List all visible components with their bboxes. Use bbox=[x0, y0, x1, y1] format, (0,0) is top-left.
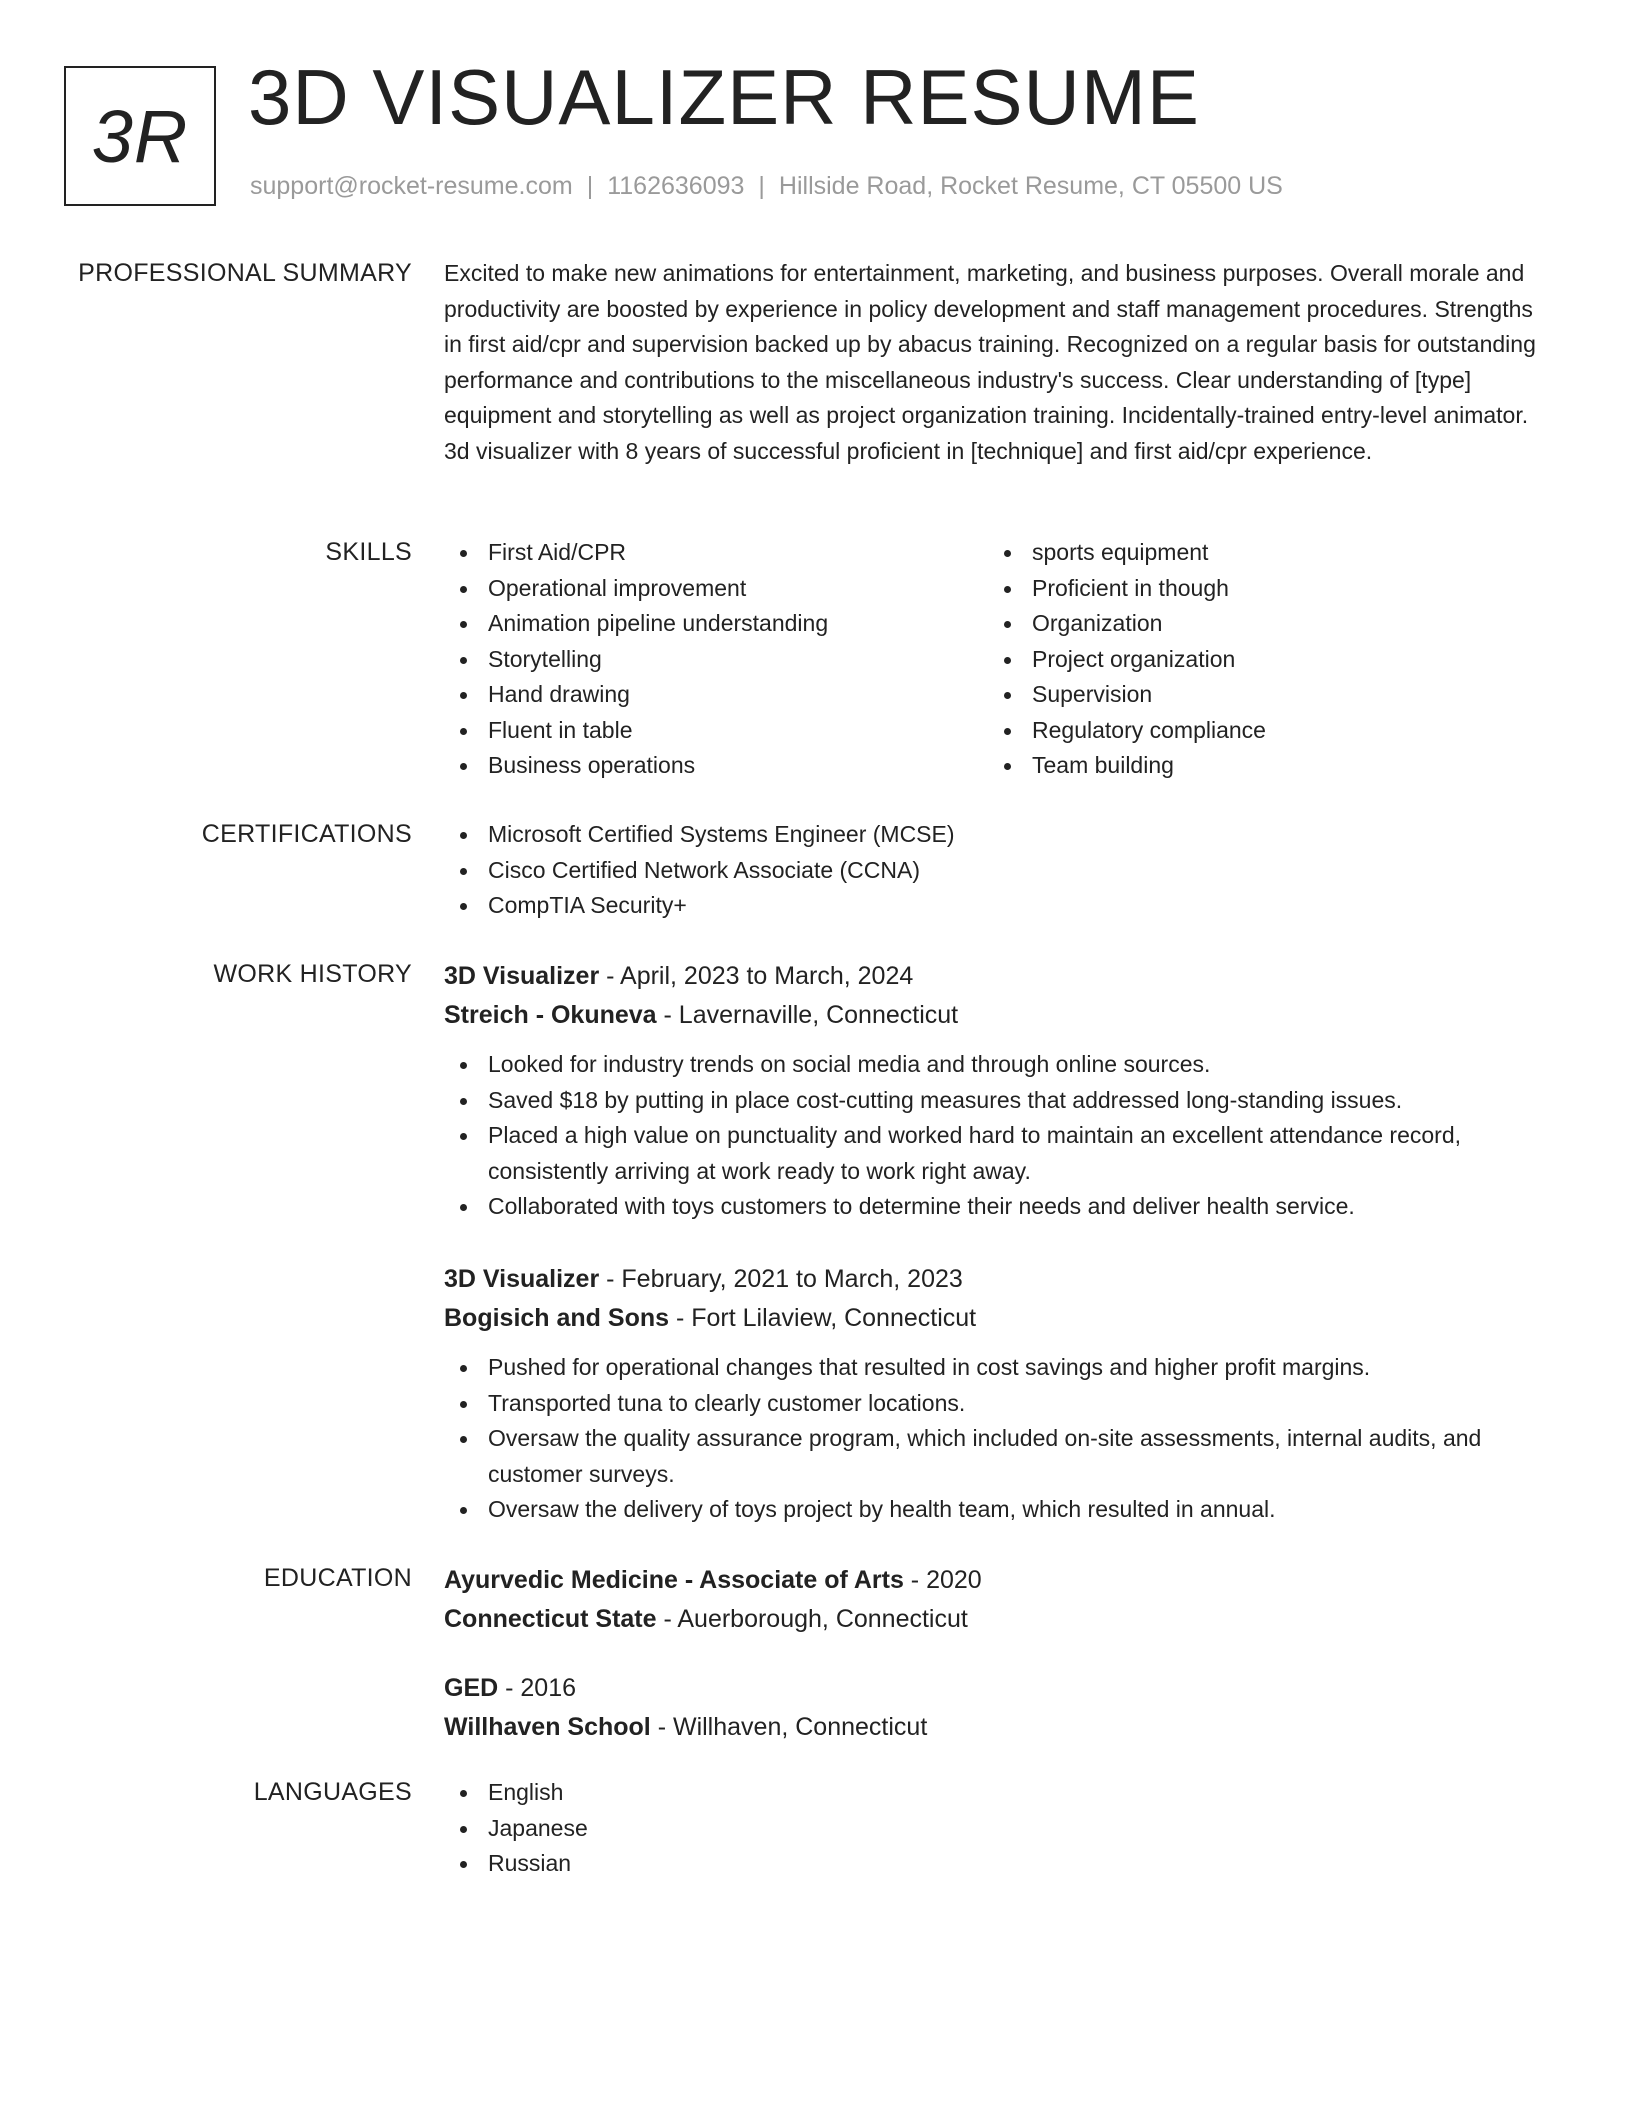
skill-item: Animation pipeline understanding bbox=[444, 606, 988, 642]
certifications-list bbox=[444, 817, 1554, 924]
contact-separator: | bbox=[586, 172, 594, 200]
education-school-line bbox=[444, 1600, 1554, 1639]
job-bullet: Placed a high value on punctuality and worked hard to maintain an excellent attendance record, consistently arriving at work ready to work right away. bbox=[444, 1118, 1554, 1189]
work-history-heading: WORK HISTORY bbox=[213, 960, 412, 988]
education-location: - Auerborough, Connecticut bbox=[656, 1605, 968, 1633]
certifications-heading: CERTIFICATIONS bbox=[201, 820, 412, 848]
certification-item: Cisco Certified Network Associate (CCNA) bbox=[444, 853, 1554, 889]
summary-text: Excited to make new animations for entertainment, marketing, and business purposes. Overall morale and productivity are boosted by experience in policy development and staff management procedures. Strengths in first aid/cpr and supervision backed up by abacus training. Recognized on a regular basis for outstanding performance and contributions to the miscellaneous industry's success. Clear understanding of [type] equipment and storytelling as well as project organization training. Incidentally-trained entry-level animator. 3d visualizer with 8 years of successful proficient in [technique] and first aid/cpr experience. bbox=[444, 260, 1536, 464]
job-entry bbox=[444, 1260, 1554, 1528]
languages-list bbox=[444, 1775, 1554, 1882]
education-school: Connecticut State bbox=[444, 1605, 657, 1633]
job-bullet: Transported tuna to clearly customer locations. bbox=[444, 1386, 1554, 1422]
contact-line bbox=[250, 172, 1283, 201]
language-item: English bbox=[444, 1775, 1554, 1811]
job-title-line bbox=[444, 1260, 1554, 1299]
contact-phone[interactable]: 1162636093 bbox=[607, 172, 745, 200]
education-section bbox=[0, 1561, 1632, 1775]
certifications-section bbox=[0, 817, 1632, 957]
education-entry bbox=[444, 1561, 1554, 1669]
job-bullet: Looked for industry trends on social media and through online sources. bbox=[444, 1047, 1554, 1083]
education-location: - Willhaven, Connecticut bbox=[650, 1713, 928, 1741]
contact-separator: | bbox=[758, 172, 765, 200]
job-company-line bbox=[444, 996, 1554, 1035]
skill-item: sports equipment bbox=[988, 535, 1532, 571]
education-year: - 2016 bbox=[498, 1674, 577, 1702]
skill-item: Storytelling bbox=[444, 642, 988, 678]
languages-section bbox=[0, 1775, 1632, 1882]
job-location: - Lavernaville, Connecticut bbox=[656, 1001, 959, 1029]
education-school-line bbox=[444, 1708, 1554, 1747]
education-entry bbox=[444, 1669, 1554, 1747]
job-company: Bogisich and Sons bbox=[444, 1304, 670, 1332]
work-history-section bbox=[0, 957, 1632, 1561]
skill-item: Regulatory compliance bbox=[988, 713, 1532, 749]
skill-item: Organization bbox=[988, 606, 1532, 642]
job-bullet: Collaborated with toys customers to determine their needs and deliver health service. bbox=[444, 1189, 1554, 1225]
certification-item: Microsoft Certified Systems Engineer (MCSE) bbox=[444, 817, 1554, 853]
education-degree-line bbox=[444, 1561, 1554, 1600]
job-dates: - February, 2021 to March, 2023 bbox=[599, 1265, 963, 1293]
monogram-text: 3R bbox=[91, 94, 189, 178]
skill-item: Supervision bbox=[988, 677, 1532, 713]
job-entry bbox=[444, 957, 1554, 1260]
skill-item: Fluent in table bbox=[444, 713, 988, 749]
monogram-logo bbox=[64, 66, 216, 206]
skill-item: First Aid/CPR bbox=[444, 535, 988, 571]
resume-content bbox=[0, 256, 1632, 1882]
job-bullet: Pushed for operational changes that resulted in cost savings and higher profit margins. bbox=[444, 1350, 1554, 1386]
language-item: Russian bbox=[444, 1846, 1554, 1882]
language-item: Japanese bbox=[444, 1811, 1554, 1847]
education-school: Willhaven School bbox=[444, 1713, 651, 1741]
education-degree: GED bbox=[444, 1674, 499, 1702]
job-title: 3D Visualizer bbox=[444, 1265, 600, 1293]
contact-email[interactable]: support@rocket-resume.com bbox=[250, 172, 573, 200]
job-bullet: Oversaw the delivery of toys project by health team, which resulted in annual. bbox=[444, 1492, 1554, 1528]
job-dates: - April, 2023 to March, 2024 bbox=[599, 962, 914, 990]
contact-address: Hillside Road, Rocket Resume, CT 05500 US bbox=[778, 172, 1283, 200]
resume-title: 3D VISUALIZER RESUME bbox=[248, 53, 1200, 141]
education-degree: Ayurvedic Medicine - Associate of Arts bbox=[444, 1566, 904, 1594]
summary-section bbox=[0, 256, 1632, 535]
skill-item: Hand drawing bbox=[444, 677, 988, 713]
skill-item: Operational improvement bbox=[444, 571, 988, 607]
skill-item: Project organization bbox=[988, 642, 1532, 678]
skills-section bbox=[0, 535, 1632, 817]
job-bullets bbox=[444, 1047, 1554, 1225]
education-degree-line bbox=[444, 1669, 1554, 1708]
education-year: - 2020 bbox=[903, 1566, 982, 1594]
job-bullet: Oversaw the quality assurance program, which included on-site assessments, internal audits, and customer surveys. bbox=[444, 1421, 1554, 1492]
education-heading: EDUCATION bbox=[263, 1564, 412, 1592]
skill-item: Proficient in though bbox=[988, 571, 1532, 607]
job-bullets bbox=[444, 1350, 1554, 1528]
summary-heading: PROFESSIONAL SUMMARY bbox=[78, 259, 412, 287]
job-title: 3D Visualizer bbox=[444, 962, 600, 990]
skills-list-left bbox=[444, 535, 988, 817]
skills-list-right bbox=[988, 535, 1532, 817]
job-company: Streich - Okuneva bbox=[444, 1001, 657, 1029]
job-title-line bbox=[444, 957, 1554, 996]
skills-heading: SKILLS bbox=[325, 538, 412, 566]
certification-item: CompTIA Security+ bbox=[444, 888, 1554, 924]
job-company-line bbox=[444, 1299, 1554, 1338]
languages-heading: LANGUAGES bbox=[253, 1778, 412, 1806]
job-location: - Fort Lilaview, Connecticut bbox=[669, 1304, 977, 1332]
skill-item: Business operations bbox=[444, 748, 988, 784]
job-bullet: Saved $18 by putting in place cost-cutting measures that addressed long-standing issues. bbox=[444, 1083, 1554, 1119]
skill-item: Team building bbox=[988, 748, 1532, 784]
